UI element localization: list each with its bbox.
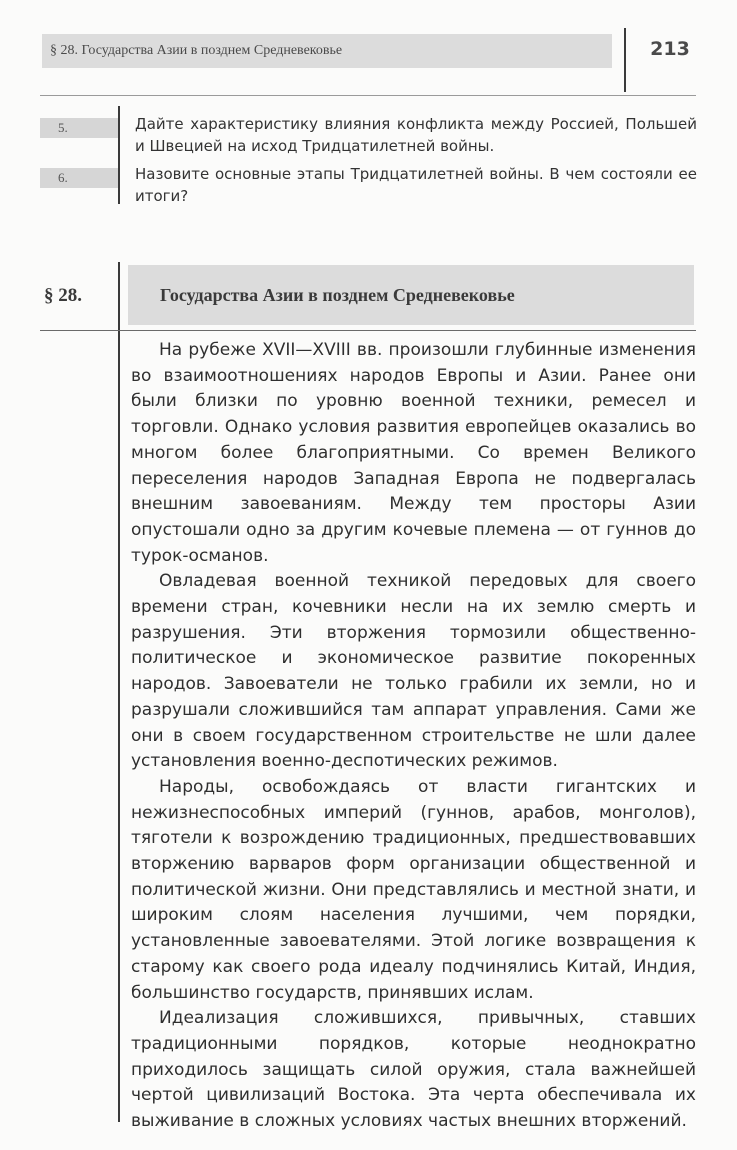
question-number: 6. bbox=[40, 168, 118, 188]
section-number: § 28. bbox=[44, 285, 82, 306]
questions-divider bbox=[118, 106, 120, 204]
section-rule bbox=[40, 330, 696, 331]
section-body bbox=[131, 338, 696, 1135]
header-rule bbox=[40, 95, 696, 96]
paragraph: Идеализация сложившихся, привычных, ставших традиционными порядков, которые неоднократно приходилось защищать силой оружия, стала важнейшей чертой цивилизаций Востока. Эта черта обеспечивала их выживание в сложных условиях частых внешних вторжений. bbox=[131, 1008, 696, 1132]
header-divider bbox=[624, 28, 626, 92]
section-divider bbox=[118, 262, 120, 1122]
question-text: Дайте характеристику влияния конфликта между Россией, Польшей и Швецией на исход Тридцатилетней войны. bbox=[135, 115, 697, 155]
page-number: 213 bbox=[650, 38, 690, 60]
section-title: Государства Азии в позднем Средневековье bbox=[160, 285, 515, 305]
paragraph: На рубеже XVII—XVIII вв. произошли глубинные изменения во взаимоотношениях народов Европы и Азии. Ранее они были близки по уровню военной техники, ремесел и торговли. Однако условия развития европейцев оказались во многом более благоприятными. Со времен Великого переселения народов Западная Европа не подвергалась внешним завоеваниям. Между тем просторы Азии опустошали одно за другим кочевые племена — от гуннов до турок-османов. bbox=[131, 340, 696, 566]
question-text: Назовите основные этапы Тридцатилетней войны. В чем состояли ее итоги? bbox=[135, 165, 697, 205]
running-header-title: § 28. Государства Азии в позднем Средневековье bbox=[50, 43, 343, 58]
paragraph: Народы, освобождаясь от власти гигантских и нежизнеспособных империй (гуннов, арабов, монголов), тяготели к возрождению традиционных, предшествовавших вторжению варваров форм организации общественной и политической жизни. Они представлялись и местной знати, и широким слоям населения лучшими, чем порядки, установленные завоевателями. Этой логике возвращения к старому как своего рода идеалу подчинялись Китай, Индия, большинство государств, принявших ислам. bbox=[131, 776, 696, 1003]
question-number: 5. bbox=[40, 118, 118, 138]
paragraph: Овладевая военной техникой передовых для своего времени стран, кочевники несли на их землю смерть и разрушения. Эти вторжения тормозили общественно-политическое и экономическое развитие покоренных народов. Завоеватели не только грабили их земли, но и разрушали сложившийся там аппарат управления. Сами же они в своем государственном строительстве не шли далее установления военно-деспотических режимов. bbox=[131, 571, 696, 772]
